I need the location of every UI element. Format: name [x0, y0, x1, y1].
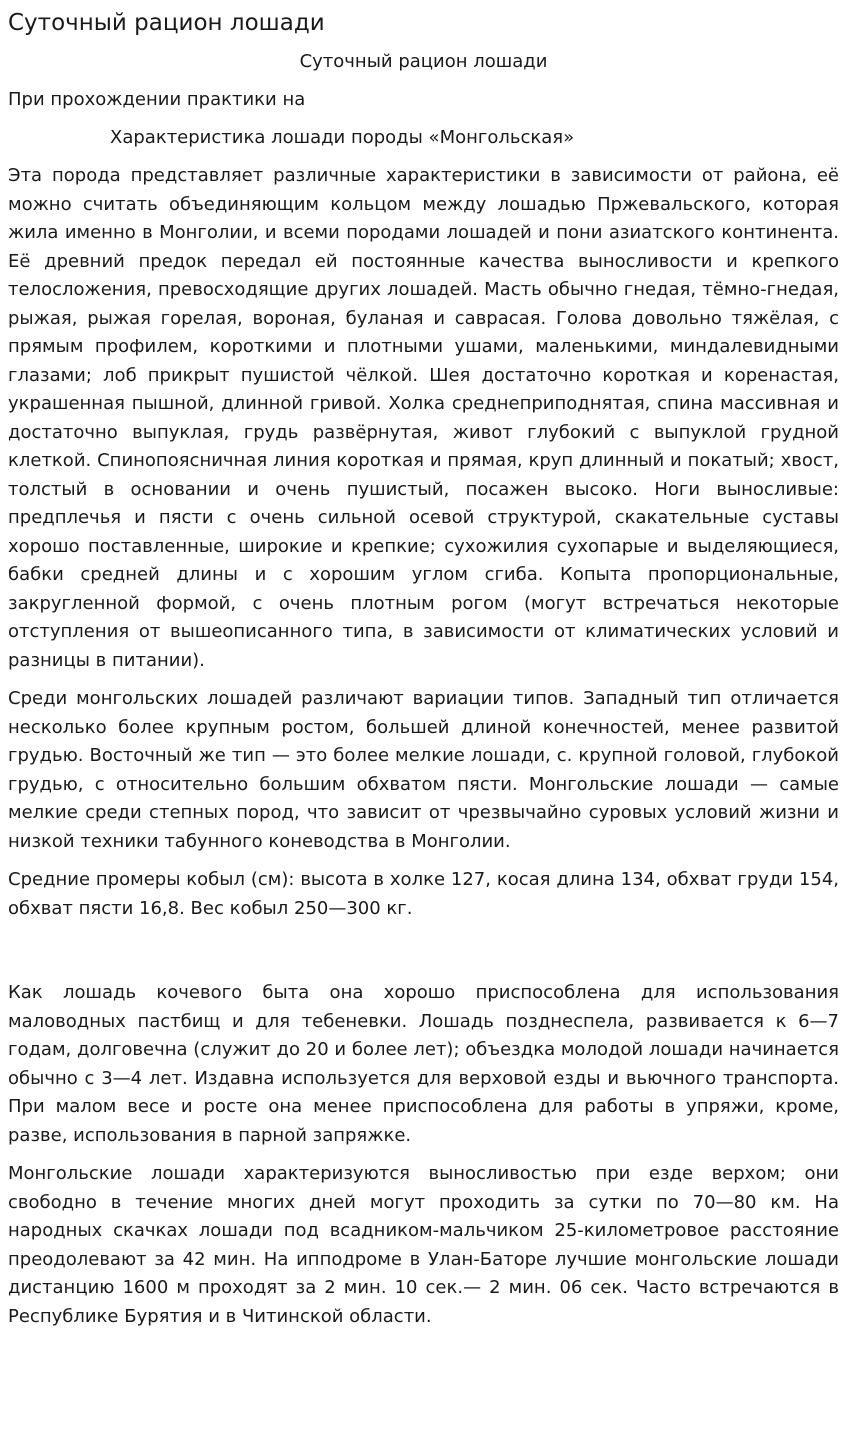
paragraph-measurements: Средние промеры кобыл (см): высота в холке 127, косая длина 134, обхват груди 154, обхват пясти 16,8. Вес кобыл 250—300 кг.	[8, 869, 839, 919]
breed-heading: Характеристика лошади породы «Монгольская»	[110, 127, 575, 148]
paragraph-breed-description: Эта порода представляет различные характеристики в зависимости от района, её можно считать объединяющим кольцом между лошадью Пржевальского, которая жила именно в Монголии, и всеми породами лошадей и пони азиатского континента. Её древний предок передал ей постоянные качества выносливости и крепкого телосложения, превосходящие других лошадей. Масть обычно гнедая, тёмно-гнедая, рыжая, рыжая горелая, вороная, буланая и саврасая. Голова довольно тяжёлая, с прямым профилем, короткими и плотными ушами, маленькими, миндалевидными глазами; лоб прикрыт пушистой чёлкой. Шея достаточно короткая и коренастая, украшенная пышной, длинной гривой. Холка среднеприподнятая, спина массивная и достаточно выпуклая, грудь развёрнутая, живот глубокий с выпуклой грудной клеткой. Спинопоясничная линия короткая и прямая, круп длинный и покатый; хвост, толстый в основании и очень пушистый, посажен высоко. Ноги выносливые: предплечья и пясти с очень сильной осевой структурой, скакательные суставы хорошо поставленные, широкие и крепкие; сухожилия сухопарые и выделяющиеся, бабки средней длины и с хорошим углом сгиба. Копыта пропорциональные, закругленной формой, с очень плотным рогом (могут встречаться некоторые отступления от вышеописанного типа, в зависимости от климатических условий и разницы в питании).	[8, 165, 839, 671]
intro-line: При прохождении практики на	[8, 89, 306, 110]
document-title: Суточный рацион лошади	[299, 51, 548, 72]
page-title: Суточный рацион лошади	[8, 10, 325, 36]
paragraph-nomadic-use: Как лошадь кочевого быта она хорошо приспособлена для использования маловодных пастбищ и для тебеневки. Лошадь позднеспела, развивается к 6—7 годам, долговечна (служит до 20 и более лет); объездка молодой лошади начинается обычно с 3—4 лет. Издавна используется для верховой езды и вьючного транспорта. При малом весе и росте она менее приспособлена для работы в упряжи, кроме, разве, использования в парной запряжке.	[8, 982, 839, 1146]
paragraph-breed-types: Среди монгольских лошадей различают вариации типов. Западный тип отличается несколько более крупным ростом, большей длиной конечностей, менее развитой грудью. Восточный же тип — это более мелкие лошади, с. крупной головой, глубокой грудью, с относительно большим обхватом пясти. Монгольские лошади — самые мелкие среди степных пород, что зависит от чрезвычайно суровых условий жизни и низкой техники табунного коневодства в Монголии.	[8, 688, 839, 852]
paragraph-endurance: Монгольские лошади характеризуются выносливостью при езде верхом; они свободно в течение многих дней могут проходить за сутки по 70—80 км. На народных скачках лошади под всадником-мальчиком 25-километровое расстояние преодолевают за 42 мин. На ипподроме в Улан-Баторе лучшие монгольские лошади дистанцию 1600 м проходят за 2 мин. 10 сек.— 2 мин. 06 сек. Часто встречаются в Республике Бурятия и в Читинской области.	[8, 1163, 839, 1327]
spacer	[8, 933, 839, 979]
